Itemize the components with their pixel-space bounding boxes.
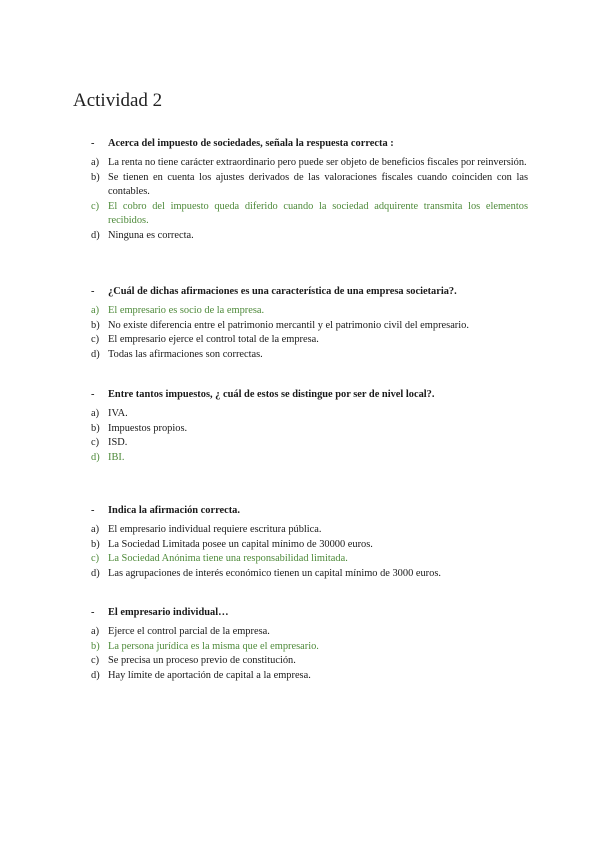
question-text: ¿Cuál de dichas afirmaciones es una característica de una empresa societaria?.	[108, 286, 457, 297]
option-label: b)	[91, 538, 100, 550]
option-label: d)	[91, 669, 100, 681]
option-label: b)	[91, 171, 100, 183]
option-text: El empresario individual requiere escritura pública.	[108, 524, 322, 535]
option-b	[0, 319, 600, 334]
option-text: IVA.	[108, 408, 128, 419]
option-c	[0, 333, 600, 348]
question-text: Acerca del impuesto de sociedades, señala la respuesta correcta :	[108, 138, 394, 149]
option-d	[0, 669, 600, 684]
option-b	[0, 171, 600, 200]
option-text: ISD.	[108, 437, 128, 449]
question-3	[0, 388, 600, 465]
option-text: El empresario es socio de la empresa.	[108, 305, 265, 316]
option-text: La persona jurídica es la misma que el empresario.	[108, 640, 319, 652]
option-label: b)	[91, 640, 100, 652]
option-text: El cobro del impuesto queda diferido cuando la sociedad adquirente transmita los elementos recibidos.	[108, 200, 528, 227]
option-label: d)	[91, 229, 100, 241]
question-5	[0, 606, 600, 683]
option-a	[0, 407, 600, 422]
option-c-correct	[0, 200, 600, 229]
option-b	[0, 422, 600, 437]
question-text: Indica la afirmación correcta.	[108, 505, 240, 516]
option-label: c)	[91, 655, 100, 667]
option-c-correct	[0, 552, 600, 567]
option-c	[0, 654, 600, 669]
option-a-correct	[0, 304, 600, 319]
option-d	[0, 229, 600, 244]
option-label: a)	[91, 626, 100, 637]
option-a	[0, 523, 600, 538]
option-text: El empresario ejerce el control total de la empresa.	[108, 334, 319, 346]
bullet-dash: -	[91, 286, 95, 297]
option-label: a)	[91, 524, 100, 535]
question-text: El empresario individual…	[108, 607, 229, 618]
option-text: Las agrupaciones de interés económico tienen un capital mínimo de 3000 euros.	[108, 567, 441, 579]
option-text: Ninguna es correcta.	[108, 229, 194, 241]
option-d-correct	[0, 451, 600, 466]
option-c	[0, 436, 600, 451]
option-b-correct	[0, 640, 600, 655]
option-label: d)	[91, 451, 100, 463]
option-d	[0, 348, 600, 363]
option-label: a)	[91, 157, 100, 168]
option-label: d)	[91, 567, 100, 579]
question-4	[0, 504, 600, 581]
option-text: La Sociedad Anónima tiene una responsabilidad limitada.	[108, 553, 348, 565]
option-text: La renta no tiene carácter extraordinario pero puede ser objeto de beneficios fiscales por reinversión.	[108, 157, 527, 168]
option-text: IBI.	[108, 451, 125, 463]
option-label: a)	[91, 408, 100, 419]
option-text: Se tienen en cuenta los ajustes derivados de las valoraciones fiscales cuando coinciden con las contables.	[108, 171, 528, 198]
option-text: Todas las afirmaciones son correctas.	[108, 348, 263, 360]
option-label: a)	[91, 305, 100, 316]
bullet-dash: -	[91, 607, 95, 618]
bullet-dash: -	[91, 138, 95, 149]
option-text: Se precisa un proceso previo de constitución.	[108, 655, 296, 667]
option-label: b)	[91, 422, 100, 434]
option-label: c)	[91, 200, 100, 212]
option-b	[0, 538, 600, 553]
option-d	[0, 567, 600, 582]
page-title: Actividad 2	[73, 90, 163, 111]
option-text: Hay límite de aportación de capital a la empresa.	[108, 669, 311, 681]
option-label: c)	[91, 553, 100, 565]
option-label: c)	[91, 334, 100, 346]
option-text: No existe diferencia entre el patrimonio mercantil y el patrimonio civil del empresario.	[108, 319, 469, 331]
bullet-dash: -	[91, 505, 95, 516]
option-a	[0, 156, 600, 171]
option-a	[0, 625, 600, 640]
option-text: La Sociedad Limitada posee un capital mínimo de 30000 euros.	[108, 538, 373, 550]
bullet-dash: -	[91, 389, 95, 400]
question-2	[0, 285, 600, 362]
option-label: d)	[91, 348, 100, 360]
option-label: c)	[91, 437, 100, 449]
option-label: b)	[91, 319, 100, 331]
question-text: Entre tantos impuestos, ¿ cuál de estos se distingue por ser de nivel local?.	[108, 389, 435, 400]
option-text: Ejerce el control parcial de la empresa.	[108, 626, 270, 637]
option-text: Impuestos propios.	[108, 422, 188, 434]
question-1	[0, 137, 600, 244]
